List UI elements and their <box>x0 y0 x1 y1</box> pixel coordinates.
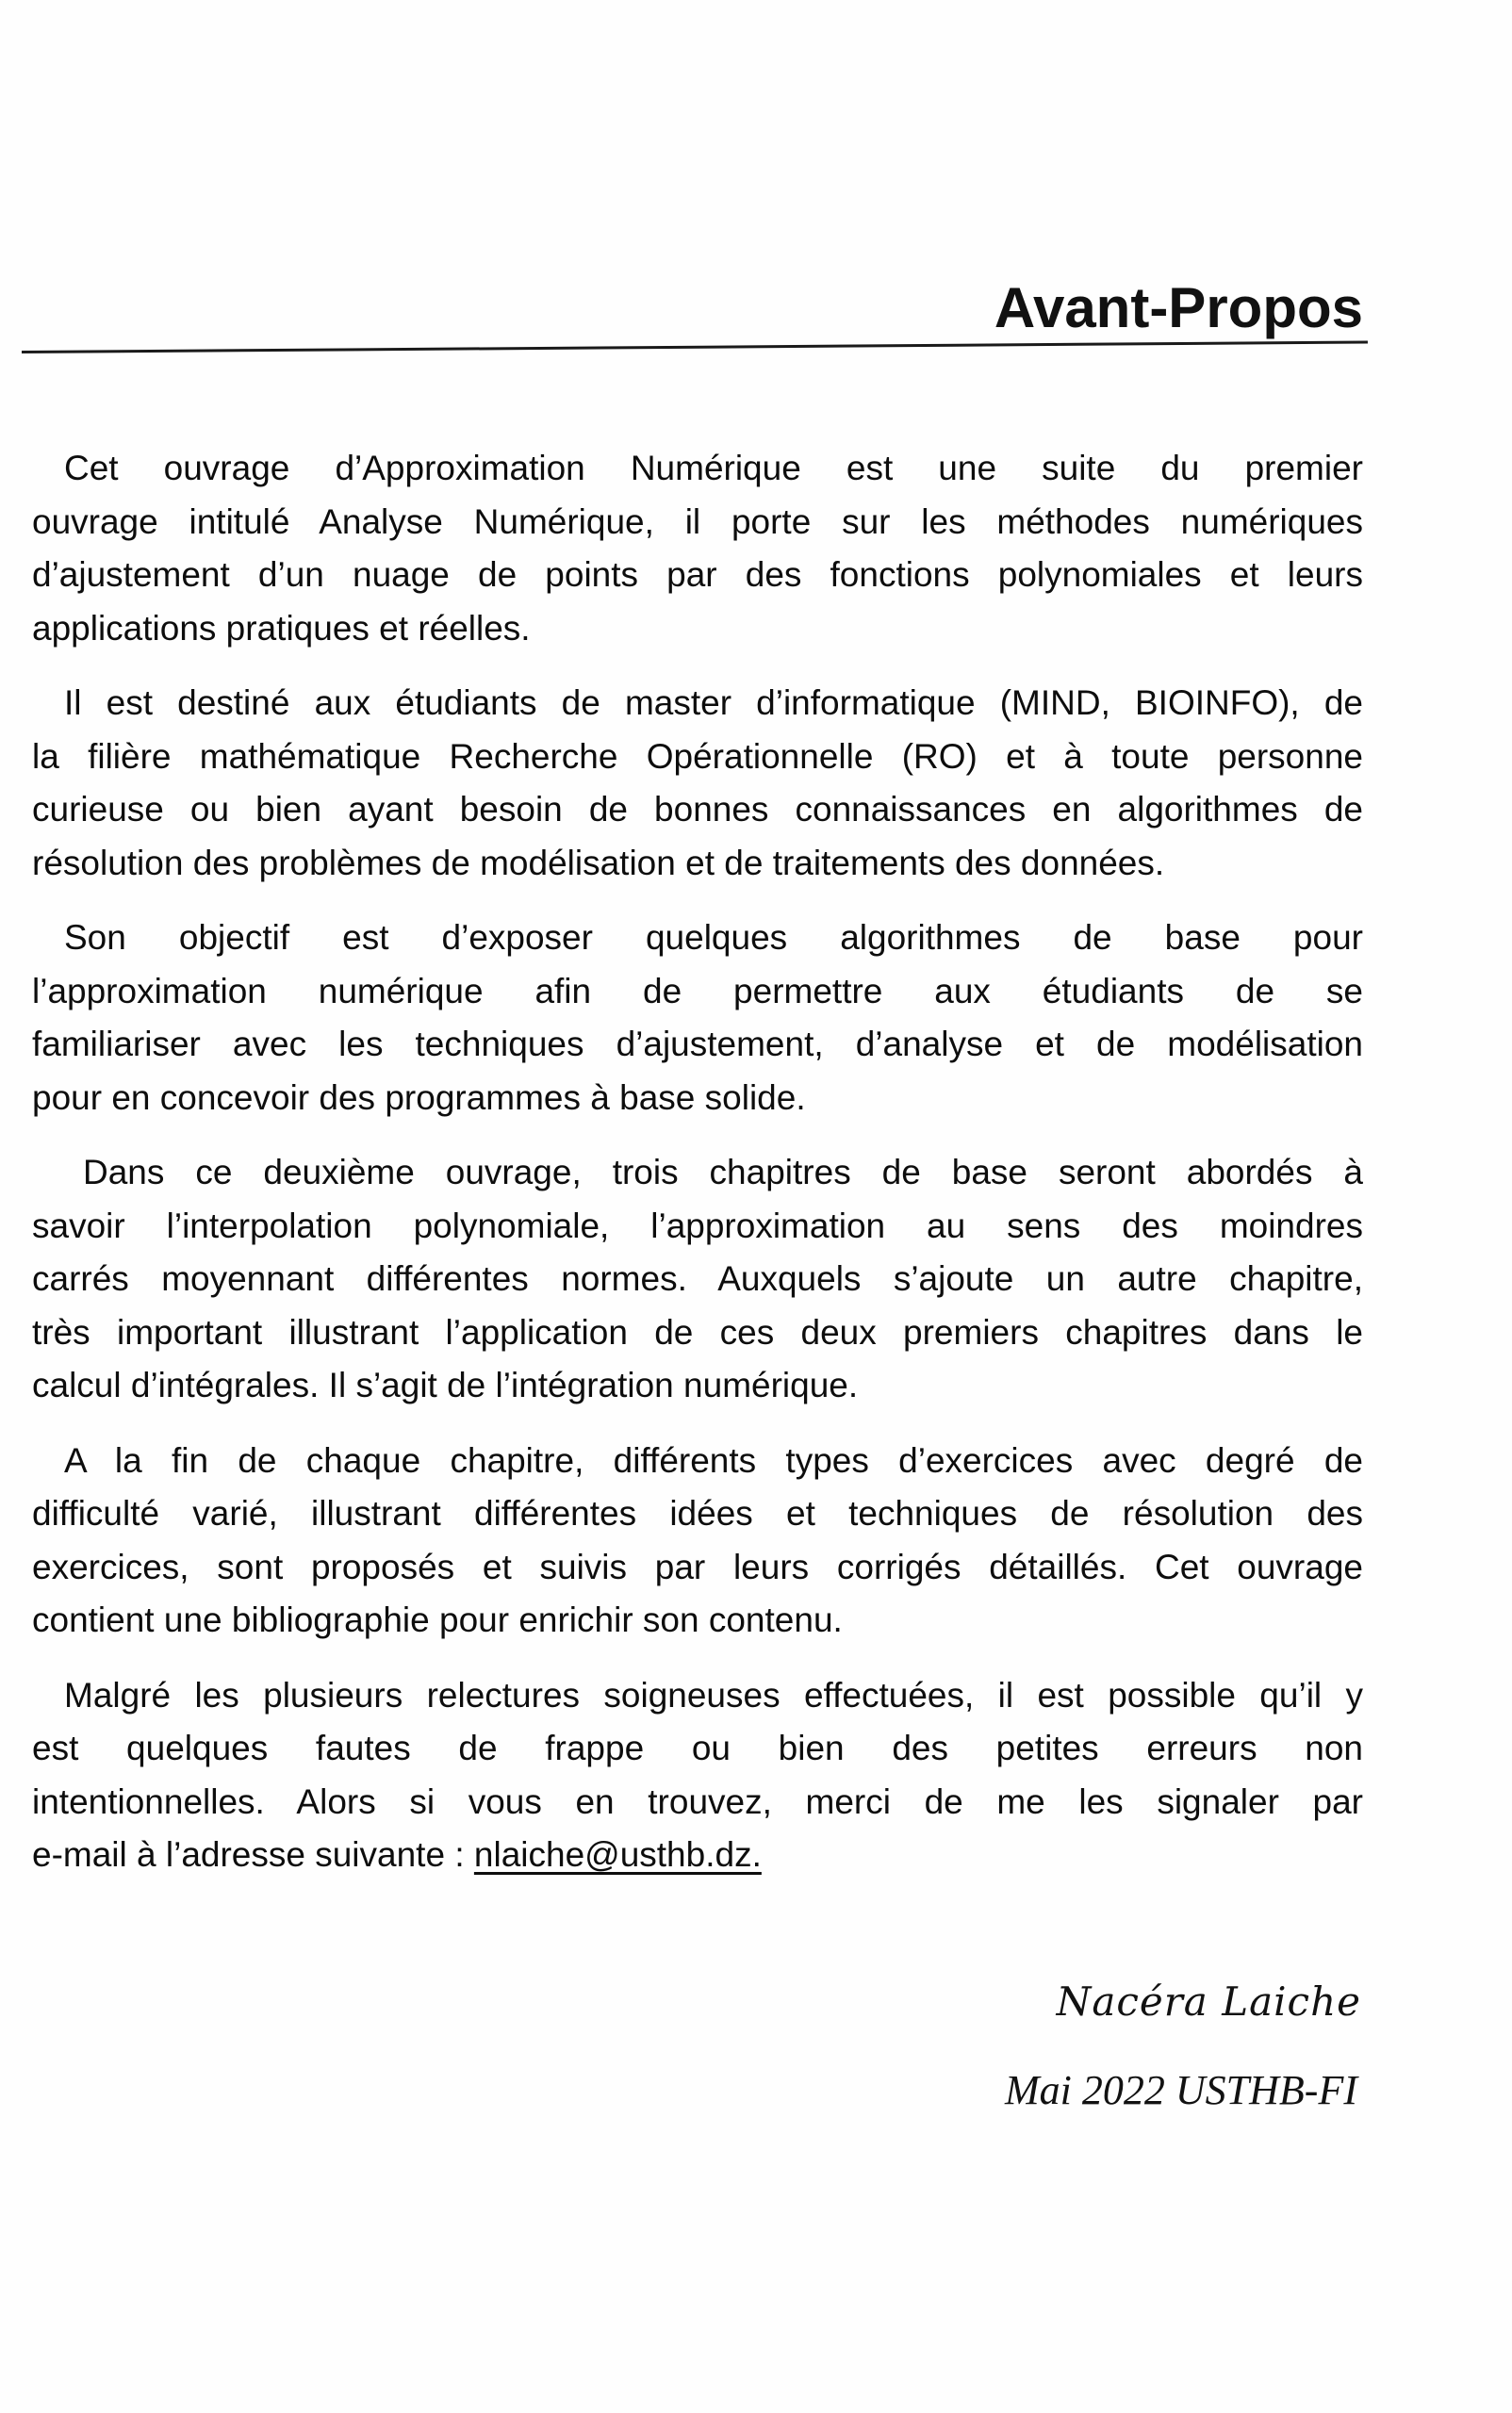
paragraph-1 <box>32 442 1363 655</box>
text-line: résolution des problèmes de modélisation et de traitements des données. <box>32 843 1165 882</box>
text-line: curieuse ou bien ayant besoin de bonnes connaissances en algorithmes de <box>32 790 1363 829</box>
date-and-institution: Mai 2022 USTHB-FI <box>1005 2067 1357 2113</box>
title-underline-divider <box>22 341 1368 353</box>
text-line: la filière mathématique Recherche Opérationnelle (RO) et à toute personne <box>32 736 1363 776</box>
text-line: ouvrage intitulé Analyse Numérique, il porte sur les méthodes numériques <box>32 501 1363 541</box>
text-line: savoir l’interpolation polynomiale, l’approximation au sens des moindres <box>32 1206 1363 1245</box>
paragraph-5 <box>32 1435 1363 1648</box>
email-link[interactable]: nlaiche@usthb.dz. <box>473 1835 762 1874</box>
text-line: est quelques fautes de frappe ou bien des petites erreurs non <box>32 1729 1363 1767</box>
text-line: intentionnelles. Alors si vous en trouvez, merci de me les signaler par <box>32 1781 1363 1821</box>
text-line: Malgré les plusieurs relectures soigneuses effectuées, il est possible qu’il y <box>64 1675 1363 1715</box>
text-line: familiariser avec les techniques d’ajustement, d’analyse et de modélisation <box>32 1025 1363 1063</box>
body-text <box>32 442 1363 1904</box>
page-title: Avant-Propos <box>994 276 1363 339</box>
text-line: d’ajustement d’un nuage de points par des fonctions polynomiales et leurs <box>32 555 1363 594</box>
author-signature: Nacéra Laiche <box>1056 1978 1361 2025</box>
text-line: A la fin de chaque chapitre, différents types d’exercices avec degré de <box>64 1440 1363 1480</box>
text-line: Son objectif est d’exposer quelques algorithmes de base pour <box>64 918 1363 957</box>
text-line: difficulté varié, illustrant différentes idées et techniques de résolution des <box>32 1494 1363 1533</box>
text-line: calcul d’intégrales. Il s’agit de l’intégration numérique. <box>32 1366 859 1404</box>
text-line: contient une bibliographie pour enrichir son contenu. <box>32 1600 843 1639</box>
paragraph-2 <box>32 677 1363 890</box>
paragraph-3 <box>32 911 1363 1124</box>
text-line: carrés moyennant différentes normes. Auxquels s’ajoute un autre chapitre, <box>32 1259 1363 1298</box>
paragraph-4 <box>32 1146 1363 1413</box>
text-line: très important illustrant l’application de ces deux premiers chapitres dans le <box>32 1312 1363 1352</box>
text-line: l’approximation numérique afin de permettre aux étudiants de se <box>32 971 1363 1010</box>
text-line: Cet ouvrage d’Approximation Numérique est une suite du premier <box>64 449 1363 487</box>
text-line <box>32 1829 1363 1882</box>
email-prefix-text: e-mail à l’adresse suivante : <box>32 1835 474 1874</box>
text-line: Il est destiné aux étudiants de master d’informatique (MIND, BIOINFO), de <box>64 683 1363 722</box>
text-line: exercices, sont proposés et suivis par leurs corrigés détaillés. Cet ouvrage <box>32 1547 1363 1586</box>
text-line: applications pratiques et réelles. <box>32 608 531 648</box>
text-line: Dans ce deuxième ouvrage, trois chapitres de base seront abordés à <box>83 1153 1363 1191</box>
paragraph-6 <box>32 1669 1363 1882</box>
text-line: pour en concevoir des programmes à base solide. <box>32 1077 806 1117</box>
